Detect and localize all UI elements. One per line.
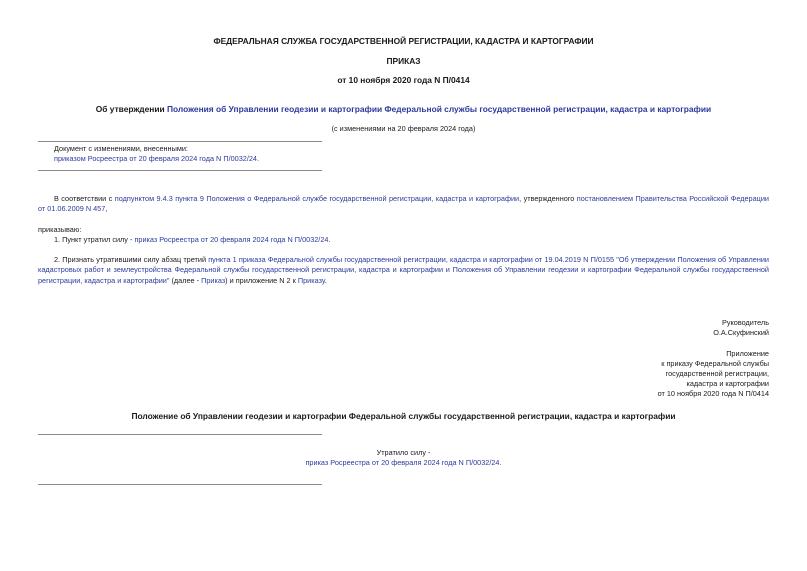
void-note-bottom-rule <box>38 484 322 485</box>
amend-box-link[interactable]: приказом Росреестра от 20 февраля 2024 года N П/0032/24. <box>54 154 260 163</box>
order-word: приказываю: <box>38 225 82 234</box>
amend-box-bottom-rule <box>38 170 322 171</box>
item2-link-prikazu[interactable]: Приказу <box>297 275 325 285</box>
appendix-line-2: к приказу Федеральной службы <box>661 359 769 368</box>
void-note-label: Утратило силу - <box>376 448 431 457</box>
document-date-number: от 10 ноября 2020 года N П/0414 <box>337 75 470 85</box>
preamble-text-3: , <box>105 204 108 214</box>
preamble-paragraph <box>38 194 769 215</box>
item2-text-3: ) и приложение N 2 к <box>225 275 298 285</box>
section-title: Положение об Управлении геодезии и картографии Федеральной службы государственной регистрации, кадастра и картографии <box>131 411 676 421</box>
item2-link-order[interactable]: пункта 1 приказа Федеральной службы государственной регистрации, кадастра и картографии от 19.04.2019 N П/0155 "Об утверждении Положения об Управлении кадастровых работ и землеустройства Федеральной службы государственной регистрации, кадастра и картографии и Положения об Управлении геодезии и картографии Федеральной службы государственной регистрации, кадастра и картографии" <box>38 255 769 285</box>
item1-link[interactable]: приказ Росреестра от 20 февраля 2024 года N П/0032/24 <box>134 235 329 244</box>
item2-text-4: . <box>324 275 327 285</box>
item1-end: . <box>328 235 331 244</box>
item2-link-prikaz[interactable]: Приказ <box>201 275 226 285</box>
order-item-1 <box>54 235 330 245</box>
order-item-2 <box>38 255 769 286</box>
amend-box-top-rule <box>38 141 322 142</box>
document-type: ПРИКАЗ <box>386 56 421 66</box>
void-note-link[interactable]: приказ Росреестра от 20 февраля 2024 года N П/0032/24. <box>305 458 502 467</box>
appendix-line-1: Приложение <box>726 349 769 358</box>
item1-text: 1. Пункт утратил силу - <box>54 235 135 244</box>
appendix-line-5: от 10 ноября 2020 года N П/0414 <box>657 389 769 398</box>
preamble-link-resolution[interactable]: постановлением Правительства Российской Федерации от 01.06.2009 N 457 <box>38 194 770 214</box>
changes-note: (с изменениями на 20 февраля 2024 года) <box>331 124 476 133</box>
preamble-link-subclause[interactable]: подпунктом 9.4.3 пункта 9 Положения о Федеральной службе государственной регистрации, кадастра и картографии <box>114 194 520 203</box>
void-note-top-rule <box>38 434 322 435</box>
document-title <box>0 104 807 115</box>
void-note-link-wrap <box>0 458 807 468</box>
amend-box-label: Документ с изменениями, внесенными: <box>54 144 188 153</box>
signature-role: Руководитель <box>721 318 769 327</box>
title-prefix: Об утверждении <box>95 104 167 114</box>
preamble-text-2: , утвержденного <box>519 194 577 203</box>
appendix-line-4: кадастра и картографии <box>686 379 769 388</box>
signature-name: О.А.Скуфинский <box>713 328 769 337</box>
agency-name: ФЕДЕРАЛЬНАЯ СЛУЖБА ГОСУДАРСТВЕННОЙ РЕГИСТРАЦИИ, КАДАСТРА И КАРТОГРАФИИ <box>213 36 594 46</box>
title-regulation-link[interactable]: Положения об Управлении геодезии и картографии Федеральной службы государственной регистрации, кадастра и картографии <box>166 104 712 114</box>
appendix-line-3: государственной регистрации, <box>665 369 769 378</box>
item2-text-1: 2. Признать утратившими силу абзац третий <box>54 255 209 264</box>
preamble-text-1: В соответствии с <box>54 194 115 203</box>
item2-text-2: (далее - <box>169 275 202 285</box>
